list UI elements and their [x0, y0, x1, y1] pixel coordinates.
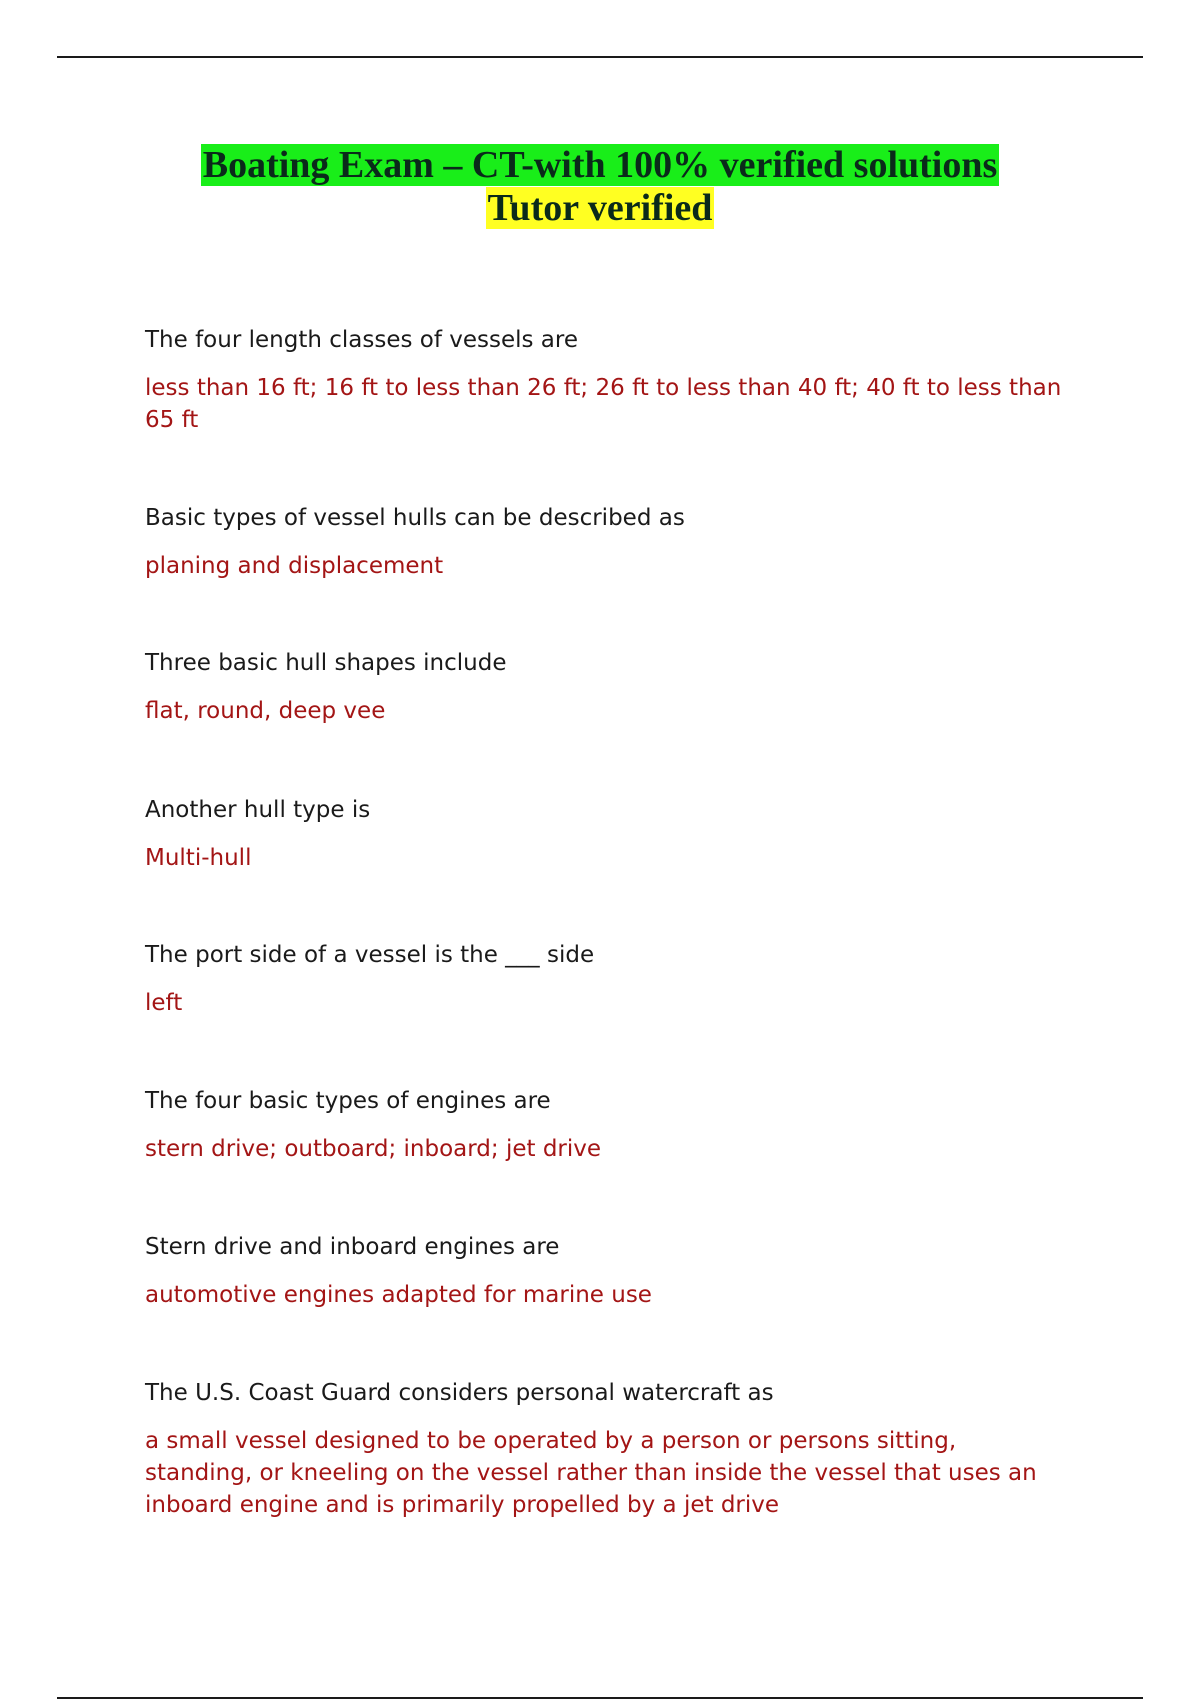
qa-item [145, 1085, 1065, 1231]
document-title [0, 144, 1200, 230]
qa-item [145, 502, 1065, 647]
qa-item [145, 1377, 1065, 1521]
question: The port side of a vessel is the ___ side [145, 942, 595, 968]
answer: left [145, 990, 183, 1016]
title-text-1: Boating Exam – CT-with 100% verified solutions [202, 144, 998, 186]
question: Another hull type is [145, 797, 371, 823]
qa-list [145, 324, 1065, 1521]
answer: less than 16 ft; 16 ft to less than 26 ft; 26 ft to less than 40 ft; 40 ft to less than 65 ft [145, 375, 1062, 433]
title-text-2: Tutor verified [487, 187, 713, 229]
qa-item [145, 1231, 1065, 1377]
question: Stern drive and inboard engines are [145, 1234, 560, 1260]
qa-item [145, 324, 1065, 502]
qa-item [145, 647, 1065, 794]
answer: automotive engines adapted for marine use [145, 1282, 652, 1308]
question: Basic types of vessel hulls can be described as [145, 505, 685, 531]
question: The U.S. Coast Guard considers personal watercraft as [145, 1380, 774, 1406]
answer: planing and displacement [145, 553, 444, 579]
title-line-2 [0, 187, 1200, 230]
title-line-1 [0, 144, 1200, 187]
answer: flat, round, deep vee [145, 698, 386, 724]
answer: Multi-hull [145, 845, 252, 871]
question: Three basic hull shapes include [145, 650, 507, 676]
top-rule [57, 56, 1143, 58]
bottom-rule [57, 1697, 1143, 1699]
answer: stern drive; outboard; inboard; jet drive [145, 1136, 602, 1162]
qa-item [145, 794, 1065, 939]
answer: a small vessel designed to be operated by a person or persons sitting, standing, or kneeling on the vessel rather than inside the vessel that uses an inboard engine and is primarily propelled by a jet drive [145, 1428, 1037, 1518]
qa-item [145, 939, 1065, 1085]
question: The four basic types of engines are [145, 1088, 551, 1114]
question: The four length classes of vessels are [145, 327, 579, 353]
